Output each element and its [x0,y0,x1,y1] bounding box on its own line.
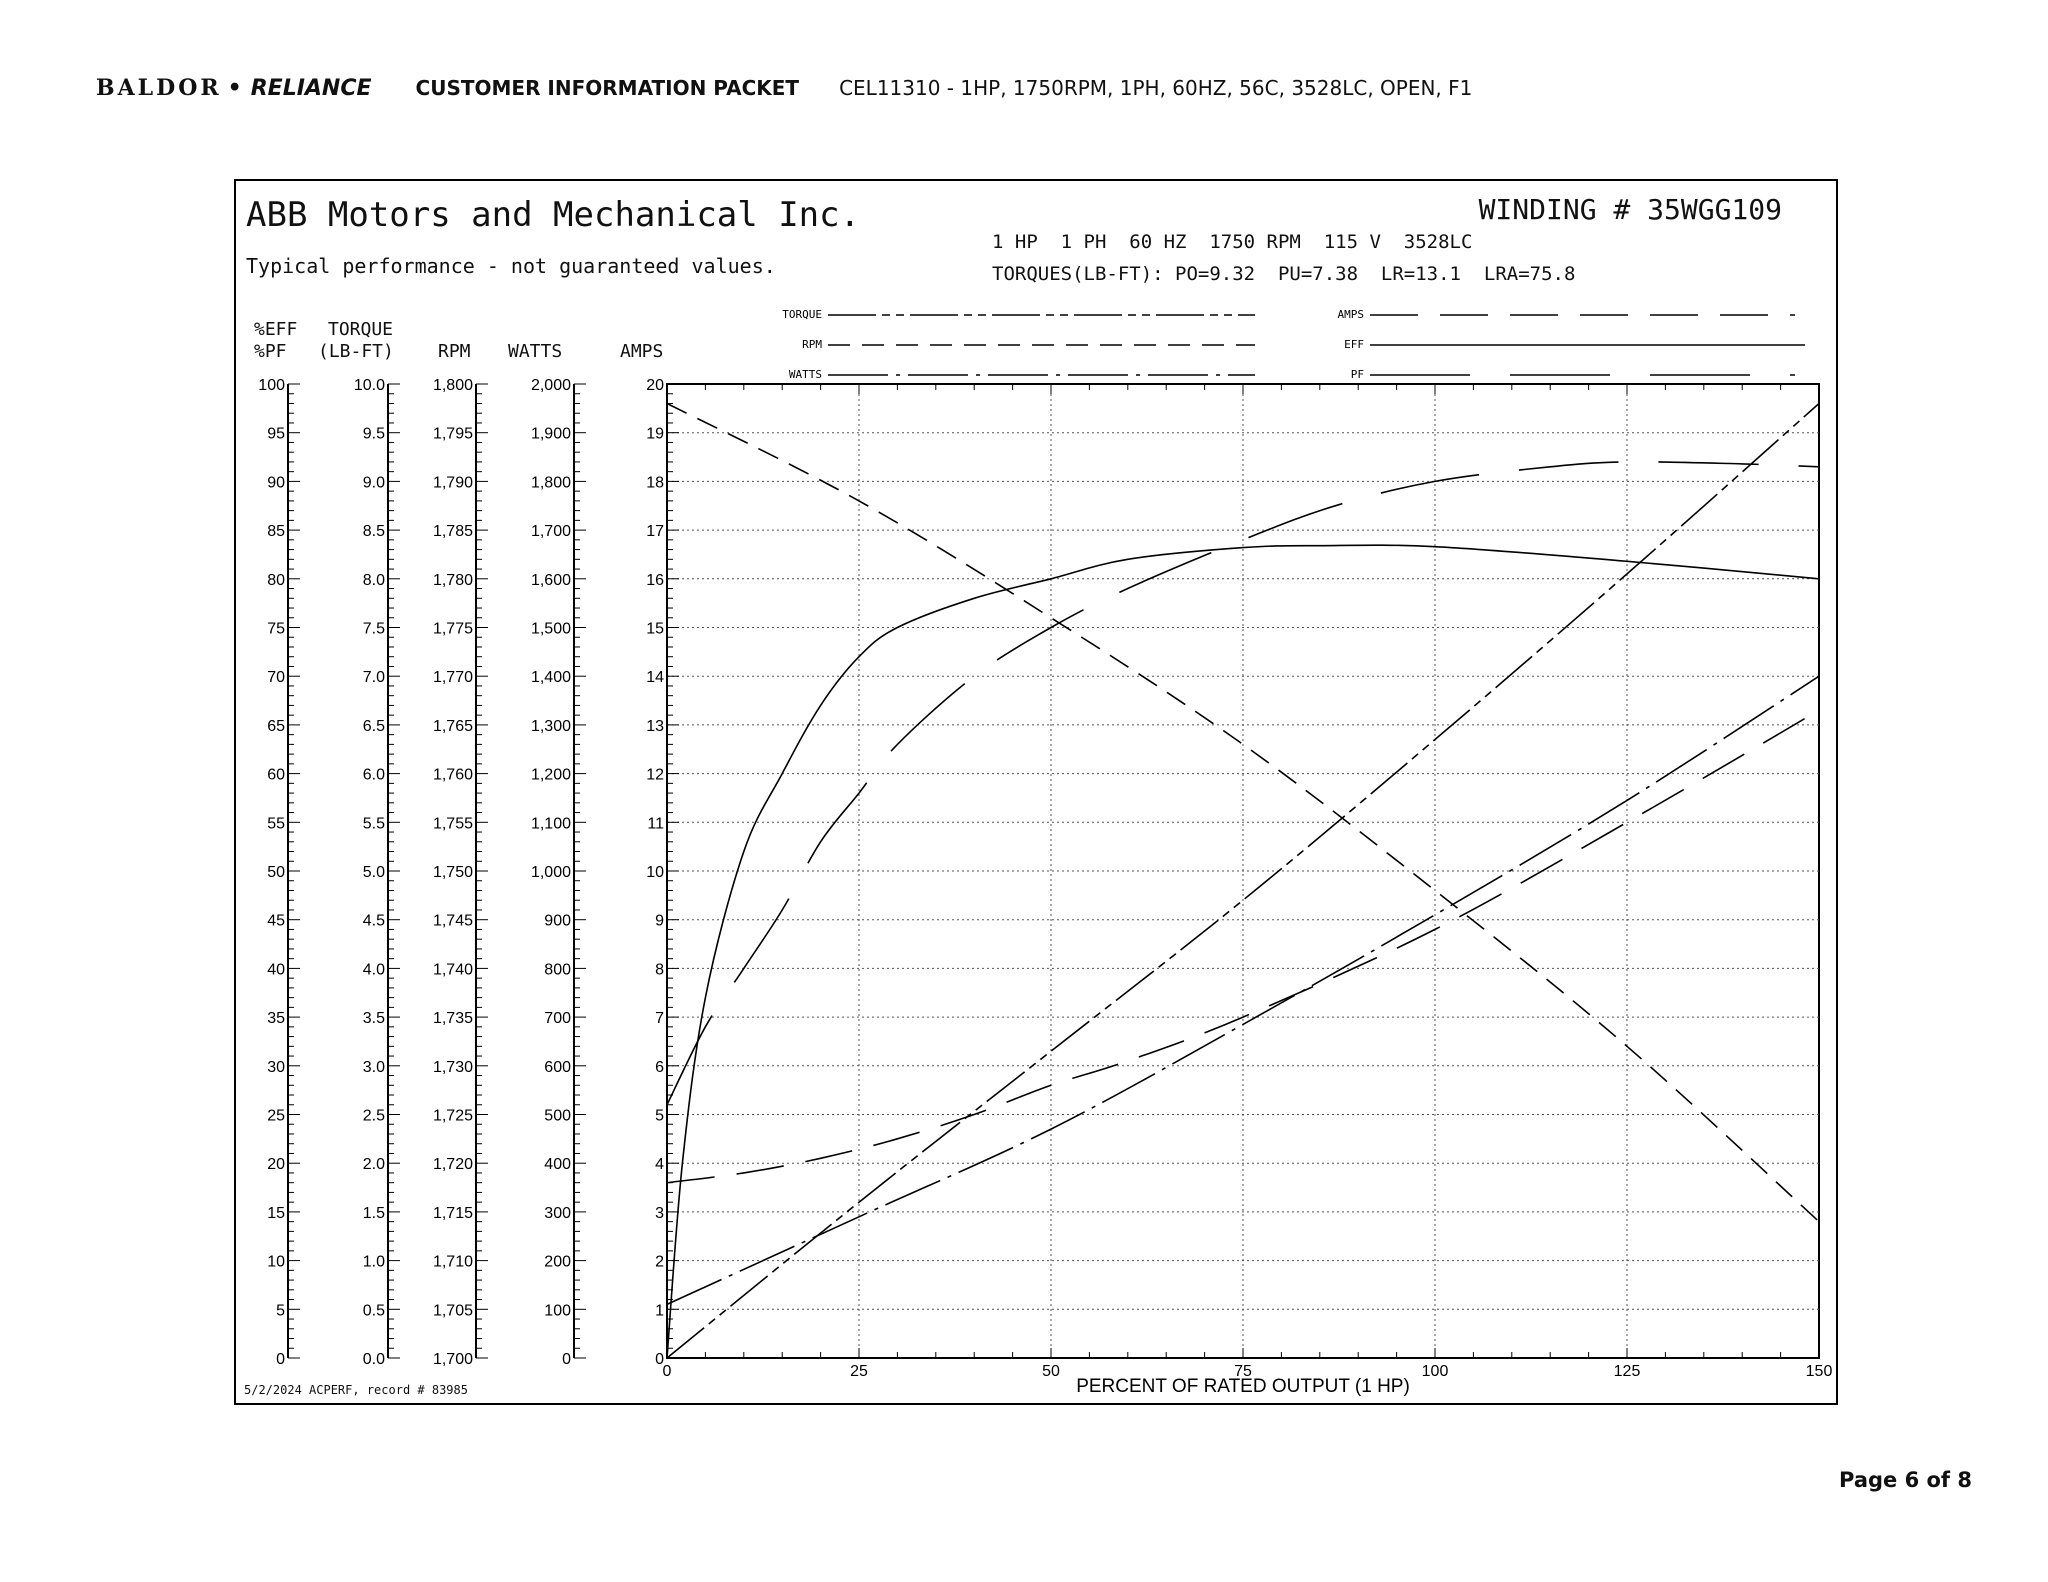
torque-scale-tick-label: 5.5 [362,815,385,833]
watts-scale-tick-label: 800 [544,961,571,979]
eff-pf-scale-tick-label: 10 [267,1253,285,1271]
x-tick-label: 100 [1421,1363,1449,1380]
eff-pf-scale-tick-label: 15 [267,1204,285,1222]
eff-pf-scale-tick-label: 5 [276,1302,285,1320]
legend-label-torque: TORQUE [782,308,822,321]
legend-label-eff: EFF [1344,338,1364,351]
eff-pf-scale-tick-label: 95 [267,425,285,443]
amps-scale-tick-label: 14 [646,669,664,687]
rpm-scale-tick-label: 1,700 [432,1351,473,1368]
amps-scale-tick-label: 20 [646,377,664,394]
eff-pf-scale-tick-label: 80 [267,571,285,589]
amps-scale-tick-label: 0 [655,1351,664,1368]
torque-scale-tick-label: 6.0 [362,766,385,784]
series-pf-line [667,462,1819,1105]
legend-label-amps: AMPS [1337,308,1364,321]
eff-pf-scale-tick-label: 45 [267,912,285,930]
eff-pf-scale-tick-label: 70 [267,669,285,687]
watts-scale-tick-label: 300 [544,1204,571,1222]
torque-scale-tick-label: 8.0 [362,571,385,589]
rpm-scale-tick-label: 1,745 [432,912,473,930]
eff-pf-scale-tick-label: 75 [267,620,285,638]
watts-scale-tick-label: 500 [544,1107,571,1125]
watts-scale-tick-label: 100 [544,1302,571,1320]
rpm-scale-tick-label: 1,755 [432,815,473,833]
rpm-scale-tick-label: 1,705 [432,1302,473,1320]
col-amps-label: AMPS [620,341,664,362]
watts-scale-tick-label: 1,100 [530,815,571,833]
amps-scale-tick-label: 18 [646,474,664,492]
watts-scale-tick-label: 400 [544,1156,571,1174]
page-number: Page 6 of 8 [1839,1468,1972,1492]
watts-scale-tick-label: 200 [544,1253,571,1271]
watts-scale-tick-label: 1,300 [530,717,571,735]
amps-scale-tick-label: 11 [647,815,664,833]
eff-pf-scale-tick-label: 90 [267,474,285,492]
col-eff-label: %EFF [254,319,298,340]
amps-scale-tick-label: 1 [655,1302,664,1320]
torque-scale-tick-label: 8.5 [362,523,385,541]
torque-scale-tick-label: 10.0 [353,377,385,394]
amps-scale-tick-label: 9 [655,912,664,930]
eff-pf-scale-tick-label: 55 [267,815,285,833]
torque-scale-tick-label: 3.5 [362,1010,385,1028]
watts-scale-tick-label: 1,000 [530,864,571,881]
motor-specs: 1 HP 1 PH 60 HZ 1750 RPM 115 V 3528LC [992,231,1473,253]
x-tick-label: 0 [662,1363,672,1380]
watts-scale-tick-label: 0 [562,1351,571,1368]
torque-scale-tick-label: 0.0 [362,1351,385,1368]
watts-scale-tick-label: 1,400 [530,669,571,687]
card-subtitle: Typical performance - not guaranteed values. [246,254,776,278]
amps-scale-tick-label: 15 [646,620,664,638]
watts-scale-tick-label: 2,000 [530,377,571,394]
record-footer: 5/2/2024 ACPERF, record # 83985 [244,1383,468,1397]
amps-scale-tick-label: 5 [655,1107,664,1125]
eff-pf-scale-tick-label: 25 [267,1107,285,1125]
watts-scale-tick-label: 1,200 [530,766,571,784]
x-tick-label: 125 [1613,1363,1641,1380]
watts-scale-tick-label: 1,800 [530,474,571,492]
torque-scale-tick-label: 7.0 [362,669,385,687]
torque-scale-tick-label: 3.0 [362,1058,385,1076]
rpm-scale-tick-label: 1,780 [432,571,473,589]
eff-pf-scale-tick-label: 50 [267,864,285,881]
rpm-scale-tick-label: 1,720 [432,1156,473,1174]
rpm-scale-tick-label: 1,775 [432,620,473,638]
winding-number: WINDING # 35WGG109 [1478,193,1782,226]
packet-title: CUSTOMER INFORMATION PACKET [415,76,800,100]
legend-label-pf: PF [1350,368,1364,381]
torque-scale-tick-label: 6.5 [362,717,385,735]
torque-scale-tick-label: 4.0 [362,961,385,979]
torque-scale-tick-label: 4.5 [362,912,385,930]
amps-scale-tick-label: 7 [655,1010,664,1028]
torque-summary: TORQUES(LB-FT): PO=9.32 PU=7.38 LR=13.1 LRA=75.8 [992,263,1576,285]
x-tick-label: 50 [1042,1363,1060,1380]
torque-scale-tick-label: 9.5 [362,425,385,443]
amps-scale-tick-label: 3 [655,1204,664,1222]
eff-pf-scale-tick-label: 60 [267,766,285,784]
amps-scale-tick-label: 19 [646,425,664,443]
watts-scale-tick-label: 1,600 [530,571,571,589]
col-pf-label: %PF [254,341,287,362]
amps-scale-tick-label: 16 [646,571,664,589]
rpm-scale-tick-label: 1,750 [432,864,473,881]
series-eff-line [667,545,1819,1358]
x-tick-label: 25 [850,1363,868,1380]
legend-label-watts: WATTS [788,368,822,381]
torque-scale-tick-label: 2.0 [362,1156,385,1174]
amps-scale-tick-label: 6 [655,1058,664,1076]
x-axis-label: PERCENT OF RATED OUTPUT (1 HP) [1076,1376,1410,1397]
watts-scale-tick-label: 1,700 [530,523,571,541]
torque-scale-tick-label: 7.5 [362,620,385,638]
torque-scale-tick-label: 0.5 [362,1302,385,1320]
rpm-scale-tick-label: 1,740 [432,961,473,979]
eff-pf-scale-tick-label: 20 [267,1156,285,1174]
rpm-scale-tick-label: 1,790 [432,474,473,492]
rpm-scale-tick-label: 1,715 [432,1204,473,1222]
torque-scale-tick-label: 9.0 [362,474,385,492]
amps-scale-tick-label: 2 [655,1253,664,1271]
amps-scale-tick-label: 4 [655,1156,664,1174]
eff-pf-scale-tick-label: 100 [258,377,285,394]
rpm-scale-tick-label: 1,800 [432,377,473,394]
watts-scale-tick-label: 1,500 [530,620,571,638]
col-torque-unit: (LB-FT) [318,341,394,362]
torque-scale-tick-label: 2.5 [362,1107,385,1125]
brand-logo: BALDOR • RELIANCE [96,75,372,101]
series-amps-line [667,710,1819,1182]
amps-scale-tick-label: 17 [646,523,664,541]
x-tick-label: 150 [1805,1363,1833,1380]
eff-pf-scale-tick-label: 35 [267,1010,285,1028]
watts-scale-tick-label: 1,900 [530,425,571,443]
rpm-scale-tick-label: 1,735 [432,1010,473,1028]
eff-pf-scale-tick-label: 30 [267,1058,285,1076]
amps-scale-tick-label: 10 [646,864,664,881]
col-rpm-label: RPM [438,341,471,362]
eff-pf-scale-tick-label: 40 [267,961,285,979]
torque-scale-tick-label: 1.5 [362,1204,385,1222]
eff-pf-scale-tick-label: 85 [267,523,285,541]
x-tick-label: 75 [1234,1363,1252,1380]
eff-pf-scale-tick-label: 0 [276,1351,285,1368]
rpm-scale-tick-label: 1,760 [432,766,473,784]
amps-scale-tick-label: 8 [655,961,664,979]
col-watts-label: WATTS [508,341,563,362]
rpm-scale-tick-label: 1,730 [432,1058,473,1076]
torque-scale-tick-label: 5.0 [362,864,385,881]
amps-scale-tick-label: 13 [646,717,664,735]
rpm-scale-tick-label: 1,795 [432,425,473,443]
amps-scale-tick-label: 12 [646,766,664,784]
rpm-scale-tick-label: 1,765 [432,717,473,735]
legend-label-rpm: RPM [802,338,822,351]
company-name: ABB Motors and Mechanical Inc. [246,195,861,235]
rpm-scale-tick-label: 1,710 [432,1253,473,1271]
watts-scale-tick-label: 600 [544,1058,571,1076]
torque-scale-tick-label: 1.0 [362,1253,385,1271]
product-description: CEL11310 - 1HP, 1750RPM, 1PH, 60HZ, 56C, 3528LC, OPEN, F1 [839,76,1473,100]
rpm-scale-tick-label: 1,725 [432,1107,473,1125]
rpm-scale-tick-label: 1,785 [432,523,473,541]
eff-pf-scale-tick-label: 65 [267,717,285,735]
watts-scale-tick-label: 900 [544,912,571,930]
series-rpm-line [667,404,1819,1222]
watts-scale-tick-label: 700 [544,1010,571,1028]
col-torque-label: TORQUE [328,319,394,340]
rpm-scale-tick-label: 1,770 [432,669,473,687]
